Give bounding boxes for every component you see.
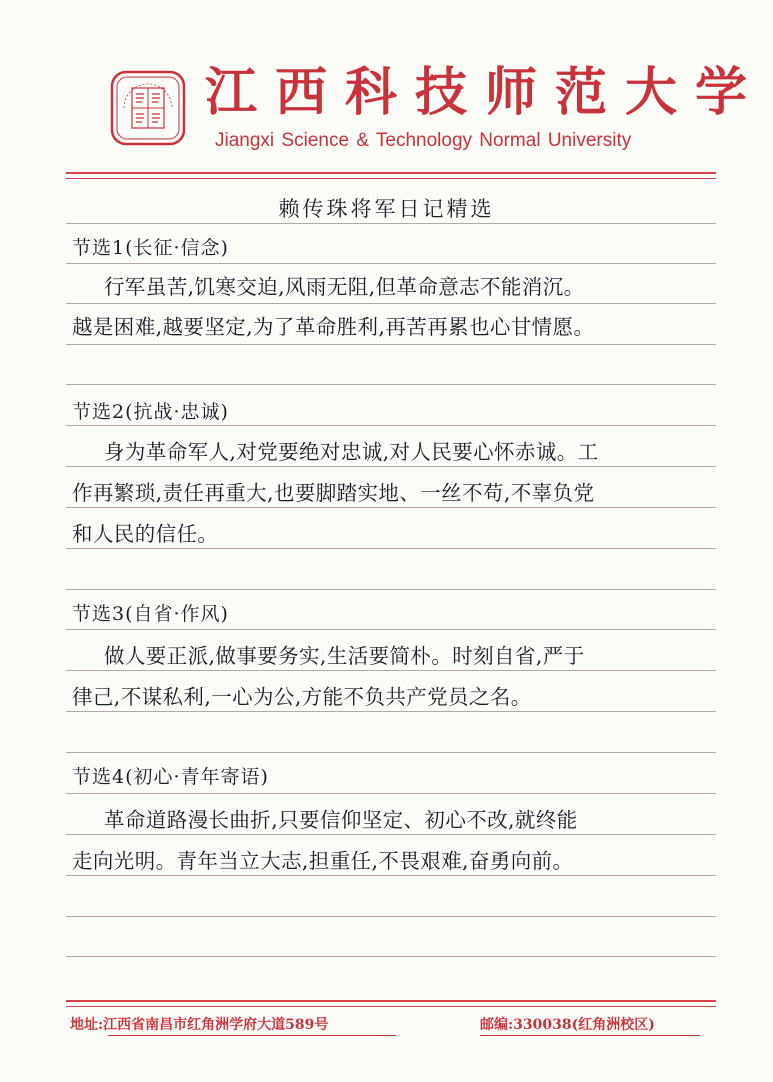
footer-postcode: 邮编:330038(红角洲校区) [480, 1017, 655, 1033]
university-seal-icon [110, 70, 186, 146]
section-3-line-2: 律己,不谋私利,一心为公,方能不负共产党员之名。 [72, 685, 532, 709]
address-underline [108, 1035, 396, 1036]
section-1-heading: 节选1(长征·信念) [72, 237, 229, 259]
university-name-chinese: 江西科技师范大学 [205, 62, 766, 123]
section-2-line-3: 和人民的信任。 [72, 522, 219, 546]
document-title: 赖传珠将军日记精选 [278, 197, 495, 221]
section-3-line-1: 做人要正派,做事要务实,生活要简朴。时刻自省,严于 [104, 644, 585, 668]
section-2-heading: 节选2(抗战·忠诚) [72, 401, 229, 423]
postcode-underline [480, 1035, 700, 1036]
footer-address: 地址:江西省南昌市红角洲学府大道589号 [70, 1017, 329, 1033]
section-3-heading: 节选3(自省·作风) [72, 603, 229, 625]
section-2-line-2: 作再繁琐,责任再重大,也要脚踏实地、一丝不苟,不辜负党 [72, 481, 595, 505]
footer-divider-thin [66, 1006, 716, 1007]
section-1-line-2: 越是困难,越要坚定,为了革命胜利,再苦再累也心甘情愿。 [72, 315, 595, 339]
footer-divider [66, 1000, 716, 1002]
section-4-line-2: 走向光明。青年当立大志,担重任,不畏艰难,奋勇向前。 [72, 849, 574, 873]
section-2-line-1: 身为革命军人,对党要绝对忠诚,对人民要心怀赤诚。工 [104, 440, 599, 464]
header-divider [66, 172, 716, 174]
section-4-heading: 节选4(初心·青年寄语) [72, 766, 269, 788]
header-divider-thin [66, 178, 716, 179]
university-name-english: Jiangxi Science & Technology Normal University [215, 130, 632, 151]
section-1-line-1: 行军虽苦,饥寒交迫,风雨无阻,但革命意志不能消沉。 [104, 275, 585, 299]
section-4-line-1: 革命道路漫长曲折,只要信仰坚定、初心不改,就终能 [104, 808, 578, 832]
